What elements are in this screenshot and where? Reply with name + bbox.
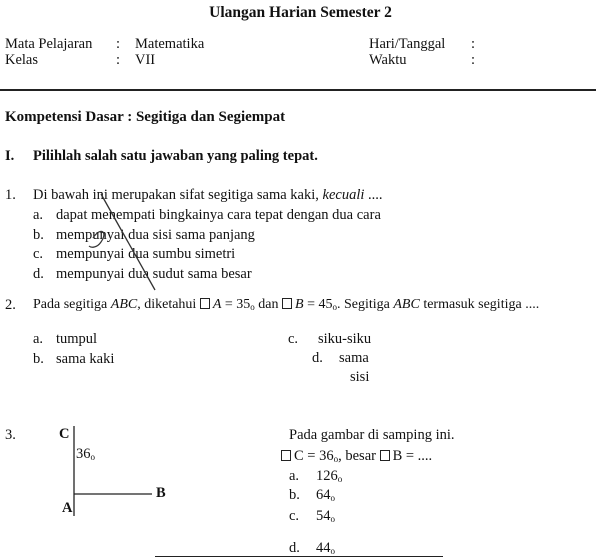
class-label: Kelas — [5, 52, 39, 68]
q3-number: 3. — [5, 427, 16, 443]
q2-option-d-letter: d. — [312, 350, 323, 366]
q2-option-a[interactable]: tumpul — [56, 331, 98, 347]
q1-option-c[interactable]: mempunyai dua sumbu simetri — [56, 246, 236, 262]
angle-symbol — [281, 450, 291, 461]
q3-option-d-letter: d. — [289, 540, 300, 556]
q1-option-a-letter: a. — [33, 207, 44, 223]
class-colon: : — [116, 52, 121, 68]
q1-text: Di bawah ini merupakan sifat segitiga sama kaki, kecuali .... — [33, 187, 383, 203]
section-number: I. — [5, 148, 15, 164]
figure-label-c: C — [59, 426, 70, 442]
q2-option-c[interactable]: siku-siku — [318, 331, 372, 347]
q3-option-c[interactable]: $54_o$ — [316, 508, 335, 524]
q3-option-b-letter: b. — [289, 487, 300, 503]
q3-option-d[interactable]: $44_o$ — [316, 540, 335, 556]
class-value: VII — [135, 52, 156, 68]
q1-option-d-letter: d. — [33, 266, 44, 282]
q1-option-d[interactable]: mempunyai dua sudut sama besar — [56, 266, 252, 282]
figure-angle-label: $36_o$ — [76, 446, 95, 462]
q2-option-d-line1[interactable]: sama — [339, 350, 369, 366]
q2-text: Pada segitiga ABC, diketahui $A = 35_o$ dan $B = 45_o$. Segitiga ABC termasuk segitiga .... — [33, 297, 540, 312]
page-title: Ulangan Harian Semester 2 — [209, 4, 392, 21]
q3-prompt: Pada gambar di samping ini. — [289, 427, 455, 443]
q3-option-b[interactable]: $64_o$ — [316, 487, 335, 503]
time-label: Waktu — [369, 52, 407, 68]
pen-stroke-mark — [101, 194, 155, 290]
q1-option-a[interactable]: dapat menempati bingkainya cara tepat dengan dua cara — [56, 207, 381, 223]
subject-colon: : — [116, 36, 121, 52]
date-colon: : — [471, 36, 476, 52]
q1-number: 1. — [5, 187, 16, 203]
q1-option-c-letter: c. — [33, 246, 44, 262]
date-label: Hari/Tanggal — [369, 36, 446, 52]
q2-option-a-letter: a. — [33, 331, 44, 347]
subject-value: Matematika — [135, 36, 205, 52]
q1-option-b-letter: b. — [33, 227, 44, 243]
q1-option-b[interactable]: mempunyai dua sisi sama panjang — [56, 227, 255, 243]
angle-symbol — [380, 450, 390, 461]
competency-heading: Kompetensi Dasar : Segitiga dan Segiempat — [5, 109, 286, 125]
q2-option-c-letter: c. — [288, 331, 299, 347]
figure-label-a: A — [62, 500, 73, 516]
pen-curl-mark — [89, 231, 104, 247]
q2-option-b[interactable]: sama kaki — [56, 351, 115, 367]
q2-number: 2. — [5, 297, 16, 313]
q3-given: $C = 36_o$, besar B = .... — [281, 448, 432, 465]
subject-label: Mata Pelajaran — [5, 36, 93, 52]
q2-option-d-line2[interactable]: sisi — [350, 369, 370, 385]
q2-option-b-letter: b. — [33, 351, 44, 367]
section-instruction: Pilihlah salah satu jawaban yang paling tepat. — [33, 148, 318, 164]
q3-option-a[interactable]: $126_o$ — [316, 468, 343, 484]
figure-label-b: B — [156, 485, 166, 501]
q3-option-a-letter: a. — [289, 468, 300, 484]
q3-option-c-letter: c. — [289, 508, 300, 524]
time-colon: : — [471, 52, 476, 68]
